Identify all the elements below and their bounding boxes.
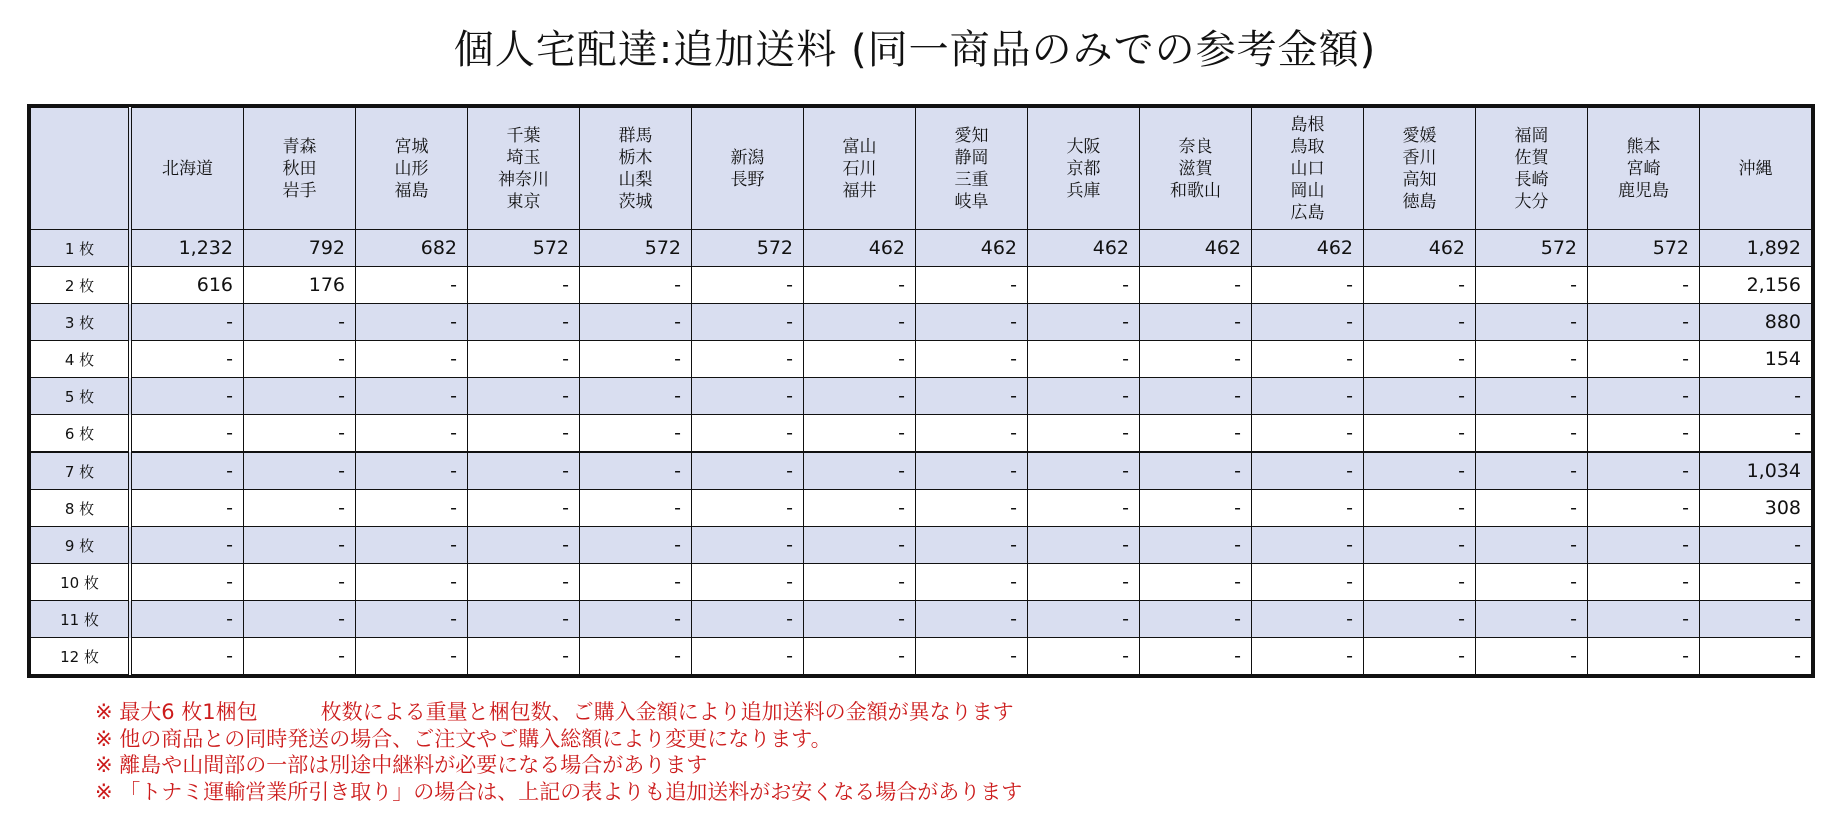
region-header-label: 富山 石川 福井 — [842, 136, 877, 201]
fee-cell: - — [468, 490, 580, 527]
fee-cell: - — [804, 490, 916, 527]
quantity-label: 12 枚 — [31, 638, 131, 675]
table-row — [31, 564, 1812, 601]
region-header-label: 新潟 長野 — [730, 147, 765, 190]
fee-cell: - — [1364, 564, 1476, 601]
fee-cell: - — [1588, 638, 1700, 675]
fee-cell: - — [356, 490, 468, 527]
region-header-label: 群馬 栃木 山梨 茨城 — [618, 125, 653, 212]
fee-cell: - — [1588, 527, 1700, 564]
fee-cell: - — [1252, 415, 1364, 453]
fee-cell: 462 — [804, 230, 916, 267]
fee-cell: - — [1364, 378, 1476, 415]
notes — [95, 699, 1022, 805]
fee-cell: - — [1476, 527, 1588, 564]
fee-cell: - — [916, 452, 1028, 490]
fee-cell: - — [130, 304, 244, 341]
fee-cell: - — [804, 415, 916, 453]
fee-cell: - — [1364, 304, 1476, 341]
fee-cell: - — [1588, 267, 1700, 304]
fee-cell: 572 — [1588, 230, 1700, 267]
fee-cell: - — [468, 304, 580, 341]
fee-cell: - — [1140, 638, 1252, 675]
fee-cell: - — [804, 452, 916, 490]
fee-cell: 880 — [1700, 304, 1812, 341]
fee-cell: 462 — [1140, 230, 1252, 267]
table-row — [31, 415, 1812, 453]
fee-cell: 1,892 — [1700, 230, 1812, 267]
fee-cell: - — [468, 601, 580, 638]
fee-cell: - — [1252, 527, 1364, 564]
fee-cell: - — [804, 601, 916, 638]
fee-cell: - — [1028, 564, 1140, 601]
fee-cell: - — [468, 341, 580, 378]
fee-cell: - — [692, 564, 804, 601]
fee-cell: - — [692, 378, 804, 415]
quantity-label: 8 枚 — [31, 490, 131, 527]
fee-cell: - — [468, 452, 580, 490]
fee-cell: - — [1700, 638, 1812, 675]
fee-cell: - — [468, 527, 580, 564]
fee-cell: - — [1140, 415, 1252, 453]
fee-cell: 462 — [1252, 230, 1364, 267]
fee-cell: - — [916, 490, 1028, 527]
fee-cell: - — [130, 601, 244, 638]
table-row — [31, 341, 1812, 378]
fee-cell: - — [1140, 304, 1252, 341]
fee-cell: - — [244, 452, 356, 490]
fee-cell: 154 — [1700, 341, 1812, 378]
fee-cell: - — [1028, 490, 1140, 527]
fee-cell: - — [356, 304, 468, 341]
fee-cell: - — [130, 452, 244, 490]
fee-cell: - — [580, 564, 692, 601]
fee-cell: - — [580, 527, 692, 564]
fee-cell: - — [916, 601, 1028, 638]
fee-cell: - — [1700, 415, 1812, 453]
region-header-cell — [916, 108, 1028, 230]
fee-cell: 462 — [1028, 230, 1140, 267]
fee-cell: - — [1252, 378, 1364, 415]
fee-cell: - — [1364, 341, 1476, 378]
fee-cell: - — [1252, 341, 1364, 378]
region-header-cell — [356, 108, 468, 230]
fee-cell: - — [916, 267, 1028, 304]
fee-cell: - — [804, 638, 916, 675]
region-header-label: 青森 秋田 岩手 — [282, 136, 317, 201]
fee-cell: - — [130, 564, 244, 601]
region-header-label: 愛媛 香川 高知 徳島 — [1402, 125, 1437, 212]
region-header-cell — [468, 108, 580, 230]
fee-cell: - — [1588, 452, 1700, 490]
quantity-label: 1 枚 — [31, 230, 131, 267]
region-header-label: 宮城 山形 福島 — [394, 136, 429, 201]
fee-cell: - — [804, 341, 916, 378]
region-header-label: 奈良 滋賀 和歌山 — [1170, 136, 1221, 201]
region-header-label: 島根 鳥取 山口 岡山 広島 — [1290, 114, 1325, 223]
fee-cell: 1,034 — [1700, 452, 1812, 490]
fee-cell: 2,156 — [1700, 267, 1812, 304]
fee-cell: 572 — [580, 230, 692, 267]
note-line: ※ 離島や山間部の一部は別途中継料が必要になる場合があります — [95, 753, 708, 777]
fee-cell: - — [1252, 490, 1364, 527]
fee-cell: 1,232 — [130, 230, 244, 267]
fee-cell: - — [468, 638, 580, 675]
fee-cell: - — [244, 415, 356, 453]
fee-cell: - — [1252, 304, 1364, 341]
fee-cell: - — [580, 452, 692, 490]
fee-cell: - — [1588, 490, 1700, 527]
note-line: ※ 「トナミ運輸営業所引き取り」の場合は、上記の表よりも追加送料がお安くなる場合があります — [95, 779, 1023, 804]
fee-cell: - — [916, 564, 1028, 601]
fee-cell: - — [356, 527, 468, 564]
table-row — [31, 378, 1812, 415]
fee-cell: - — [1476, 638, 1588, 675]
fee-cell: - — [1140, 267, 1252, 304]
fee-cell: - — [1476, 304, 1588, 341]
fee-cell: - — [1364, 452, 1476, 490]
fee-cell: - — [244, 490, 356, 527]
fee-cell: - — [916, 378, 1028, 415]
region-header-cell — [1028, 108, 1140, 230]
fee-cell: - — [1028, 378, 1140, 415]
fee-cell: - — [244, 564, 356, 601]
fee-cell: - — [1700, 527, 1812, 564]
fee-cell: - — [1252, 638, 1364, 675]
region-header-label: 愛知 静岡 三重 岐阜 — [954, 125, 989, 212]
fee-cell: 462 — [1364, 230, 1476, 267]
region-header-cell — [692, 108, 804, 230]
shipping-fee-table — [30, 107, 1812, 675]
fee-cell: 572 — [1476, 230, 1588, 267]
fee-cell: - — [1588, 564, 1700, 601]
fee-cell: - — [804, 564, 916, 601]
fee-cell: - — [1364, 267, 1476, 304]
fee-cell: - — [1028, 304, 1140, 341]
fee-cell: - — [356, 267, 468, 304]
fee-cell: - — [130, 378, 244, 415]
table-row — [31, 527, 1812, 564]
fee-cell: - — [1252, 564, 1364, 601]
fee-cell: 572 — [468, 230, 580, 267]
fee-cell: - — [692, 601, 804, 638]
table-row — [31, 490, 1812, 527]
table-row — [31, 601, 1812, 638]
fee-cell: 616 — [130, 267, 244, 304]
fee-cell: - — [1028, 527, 1140, 564]
fee-cell: - — [244, 527, 356, 564]
fee-cell: - — [692, 452, 804, 490]
fee-cell: - — [1364, 527, 1476, 564]
fee-cell: - — [804, 527, 916, 564]
fee-cell: - — [580, 638, 692, 675]
region-header-cell — [1588, 108, 1700, 230]
quantity-label: 9 枚 — [31, 527, 131, 564]
fee-cell: - — [1140, 564, 1252, 601]
fee-cell: - — [692, 267, 804, 304]
fee-cell: - — [130, 415, 244, 453]
fee-cell: - — [1252, 452, 1364, 490]
region-header-cell — [130, 108, 244, 230]
fee-cell: - — [1028, 452, 1140, 490]
fee-cell: 572 — [692, 230, 804, 267]
fee-cell: - — [244, 341, 356, 378]
fee-cell: - — [580, 490, 692, 527]
fee-cell: - — [1476, 490, 1588, 527]
region-header-cell — [244, 108, 356, 230]
fee-cell: - — [244, 638, 356, 675]
fee-cell: - — [1588, 304, 1700, 341]
fee-cell: - — [130, 638, 244, 675]
fee-cell: - — [130, 527, 244, 564]
fee-cell: - — [1364, 490, 1476, 527]
note-line: ※ 他の商品との同時発送の場合、ご注文やご購入総額により変更になります。 — [95, 726, 832, 751]
table-row — [31, 304, 1812, 341]
fee-cell: - — [130, 490, 244, 527]
fee-cell: - — [1028, 267, 1140, 304]
fee-cell: 462 — [916, 230, 1028, 267]
fee-cell: - — [1476, 601, 1588, 638]
fee-cell: - — [1028, 341, 1140, 378]
quantity-label: 11 枚 — [31, 601, 131, 638]
fee-cell: - — [580, 378, 692, 415]
fee-cell: - — [1252, 267, 1364, 304]
fee-cell: - — [1476, 564, 1588, 601]
fee-cell: - — [1140, 490, 1252, 527]
fee-cell: - — [356, 415, 468, 453]
table-header-row — [31, 108, 1812, 230]
fee-cell: - — [468, 415, 580, 453]
fee-cell: - — [692, 304, 804, 341]
region-header-cell — [1252, 108, 1364, 230]
fee-cell: - — [468, 564, 580, 601]
quantity-label: 10 枚 — [31, 564, 131, 601]
fee-cell: - — [1700, 601, 1812, 638]
fee-cell: - — [356, 341, 468, 378]
fee-cell: - — [580, 601, 692, 638]
fee-cell: - — [356, 638, 468, 675]
region-header-cell — [1140, 108, 1252, 230]
fee-cell: - — [692, 341, 804, 378]
quantity-label: 4 枚 — [31, 341, 131, 378]
fee-cell: - — [1476, 378, 1588, 415]
table-row — [31, 267, 1812, 304]
fee-cell: - — [1140, 452, 1252, 490]
table-row — [31, 452, 1812, 490]
region-header-label: 福岡 佐賀 長崎 大分 — [1514, 125, 1549, 212]
region-header-label: 北海道 — [162, 158, 213, 179]
quantity-label: 7 枚 — [31, 452, 131, 490]
fee-cell: - — [1588, 415, 1700, 453]
note-line: ※ 最大6 枚1梱包 枚数による重量と梱包数、ご購入金額により追加送料の金額が異なります — [95, 700, 1014, 724]
fee-cell: - — [916, 415, 1028, 453]
quantity-label: 3 枚 — [31, 304, 131, 341]
fee-cell: - — [1140, 601, 1252, 638]
shipping-fee-table-container — [27, 104, 1815, 678]
fee-cell: - — [244, 378, 356, 415]
table-row — [31, 230, 1812, 267]
region-header-cell — [1700, 108, 1812, 230]
fee-cell: - — [1476, 267, 1588, 304]
table-row — [31, 638, 1812, 675]
fee-cell: - — [1364, 638, 1476, 675]
fee-cell: - — [130, 341, 244, 378]
fee-cell: - — [580, 267, 692, 304]
fee-cell: 792 — [244, 230, 356, 267]
table-body — [31, 230, 1812, 675]
region-header-cell — [1476, 108, 1588, 230]
fee-cell: - — [1588, 378, 1700, 415]
fee-cell: - — [356, 564, 468, 601]
fee-cell: - — [1252, 601, 1364, 638]
region-header-label: 沖縄 — [1738, 158, 1773, 179]
fee-cell: - — [804, 378, 916, 415]
fee-cell: - — [468, 267, 580, 304]
quantity-label: 6 枚 — [31, 415, 131, 453]
region-header-label: 千葉 埼玉 神奈川 東京 — [498, 125, 549, 212]
fee-cell: - — [916, 638, 1028, 675]
quantity-label: 2 枚 — [31, 267, 131, 304]
table-corner-cell — [31, 108, 131, 230]
region-header-label: 大阪 京都 兵庫 — [1066, 136, 1101, 201]
fee-cell: - — [356, 601, 468, 638]
fee-cell: - — [1028, 638, 1140, 675]
fee-cell: - — [1028, 415, 1140, 453]
fee-cell: - — [1700, 378, 1812, 415]
fee-cell: - — [1700, 564, 1812, 601]
fee-cell: - — [1028, 601, 1140, 638]
fee-cell: - — [1588, 601, 1700, 638]
fee-cell: 308 — [1700, 490, 1812, 527]
region-header-label: 熊本 宮崎 鹿児島 — [1618, 136, 1669, 201]
fee-cell: - — [1476, 415, 1588, 453]
region-header-cell — [580, 108, 692, 230]
quantity-label: 5 枚 — [31, 378, 131, 415]
fee-cell: - — [692, 638, 804, 675]
fee-cell: - — [580, 341, 692, 378]
fee-cell: - — [804, 304, 916, 341]
fee-cell: - — [692, 490, 804, 527]
fee-cell: - — [1588, 341, 1700, 378]
region-header-cell — [1364, 108, 1476, 230]
fee-cell: - — [1140, 527, 1252, 564]
fee-cell: - — [356, 452, 468, 490]
fee-cell: 682 — [356, 230, 468, 267]
fee-cell: - — [1364, 601, 1476, 638]
fee-cell: - — [1140, 378, 1252, 415]
fee-cell: - — [916, 527, 1028, 564]
fee-cell: - — [1364, 415, 1476, 453]
fee-cell: - — [580, 304, 692, 341]
fee-cell: - — [468, 378, 580, 415]
fee-cell: - — [244, 304, 356, 341]
fee-cell: - — [1476, 452, 1588, 490]
region-header-cell — [804, 108, 916, 230]
fee-cell: - — [244, 601, 356, 638]
fee-cell: - — [356, 378, 468, 415]
fee-cell: - — [692, 527, 804, 564]
fee-cell: - — [804, 267, 916, 304]
fee-cell: - — [692, 415, 804, 453]
fee-cell: - — [916, 304, 1028, 341]
page-title: 個人宅配達:追加送料 (同一商品のみでの参考金額) — [453, 27, 1377, 73]
fee-cell: - — [580, 415, 692, 453]
fee-cell: - — [1140, 341, 1252, 378]
fee-cell: - — [1476, 341, 1588, 378]
fee-cell: - — [916, 341, 1028, 378]
fee-cell: 176 — [244, 267, 356, 304]
